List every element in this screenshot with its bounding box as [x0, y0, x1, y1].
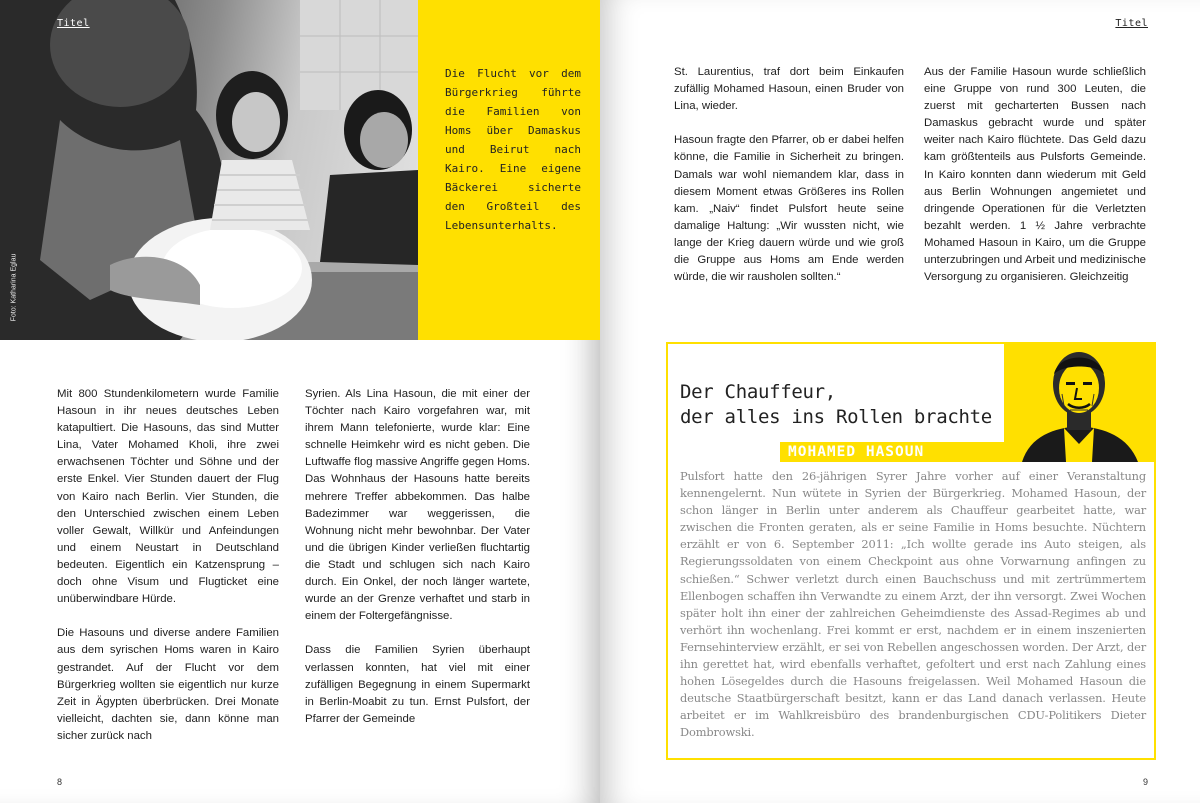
- section-label-right: Titel: [1115, 18, 1148, 29]
- portrait-icon: [1004, 344, 1154, 462]
- photo-illustration: [0, 0, 418, 340]
- left-column-1: [57, 386, 279, 745]
- right-column-1: [674, 64, 904, 286]
- paragraph: Aus der Familie Hasoun wurde schließlich eine Gruppe von rund 300 Leuten, die zuerst mit gecharterten Bussen nach Damaskus gebracht wurde und später weiter nach Kairo flüchtete. Das Geld dazu kam größtenteils aus Pulsforts Gemeinde. In Kairo konnten dann wiederum mit Geld aus Berlin Wohnungen angemietet und dringende Operationen für die Verletzten bezahlt werden. 1 ½ Jahre verbrachte Mohamed Hasoun in Kairo, um die Gruppe unterzubringen und Arbeit und medizinische Versorgung zu organisieren. Gleichzeitig: [924, 66, 1146, 284]
- sidebar-box: [666, 342, 1156, 760]
- paragraph: Die Hasouns und diverse andere Familien aus dem syrischen Homs waren in Kairo gestrandet. Auf der Flucht vor dem Bürgerkrieg wollten sie eigentlich nur kurze Zeit in Ägypten überbrücken. Drei Monate vielleicht, dachten sie, dann könne man sicher zurück nach: [57, 627, 279, 742]
- right-page: [600, 0, 1200, 803]
- page-number-left: 8: [57, 777, 63, 787]
- section-label: Titel: [57, 18, 90, 29]
- left-column-2: [305, 386, 530, 728]
- sidebar-title-line-2: der alles ins Rollen brachte: [680, 406, 992, 428]
- paragraph: Hasoun fragte den Pfarrer, ob er dabei helfen könne, die Familie in Sicherheit zu bringen. Damals war wohl niemandem klar, dass in diesem Moment etwas Größeres ins Rollen kam. „Naiv“ findet Pulsfort heute seine damalige Haltung: „Wir wussten nicht, wie lange der Krieg dauern würde und wie groß die Gruppe aus Homs am Ende werden würde, die wir rausholen sollten.“: [674, 134, 904, 284]
- sidebar-title-line-1: Der Chauffeur,: [680, 381, 836, 403]
- pull-quote: Die Flucht vor dem Bürgerkrieg führte die Familien von Homs über Damaskus und Beirut nach Kairo. Eine eigene Bäckerei sicherte den Großteil des Lebensunterhalts.: [445, 67, 581, 232]
- sidebar-title: [680, 380, 1000, 430]
- paragraph: Mit 800 Stundenkilometern wurde Familie Hasoun in ihr neues deutsches Leben katapultiert. Die Hasouns, das sind Mutter Lina, Vater Mohamed Kholi, ihre zwei erwachsenen Töchter und Söhne und der erste Enkel. Vier Stunden dauert der Flug von Kairo nach Berlin. Vier Stunden, die den Unterschied zwischen einem Leben voller Gewalt, Willkür und Anfeindungen und einem Neustart in Deutschland bedeuten. Eigentlich ein Katzensprung – doch ohne Visum und Flugticket eine unüberwindbare Hürde.: [57, 388, 279, 606]
- sidebar-text: Pulsfort hatte den 26-jährigen Syrer Jahre vorher auf einer Veranstaltung kennengelernt. Nun wütete in Syrien der Bürgerkrieg. Mohamed Hasoun, der schon länger in Berlin unter anderem als Chauffeur gearbeitet hatte, war zwischen die Fronten geraten, als er seine Familie in Homs besuchte. Nüchtern erzählt er von 6. September 2011: „Ich wollte gerade ins Auto steigen, als Regierungssoldaten von einem Checkpoint aus ohne Vorwarnung anfingen zu schießen.“ Schwer verletzt durch einen Bauchschuss und mit zertrümmertem Ellenbogen schaffen ihn Verwandte zu einem Arzt, der ihn versorgt. Zwei Wochen später holt ihn einer der zahlreichen Geheimdienste des Assad-Regimes ab und verhört ihn wochenlang. Frei kommt er erst, nachdem er in einem inszenierten Fernsehinterview erzählt, er sei von Rebellen angeschossen worden. Der Arzt, der ihn gerettet hat, wird ebenfalls verhaftet, gefoltert und erst nach Zahlung eines hohen Lösegeldes durch die Hasouns freigelassen. Weil Mohamed Hasoun die deutsche Staatbürgerschaft besitzt, kann er das Land danach verlassen. Heute arbeitet er im Wahlkreisbüro des brandenburgischen CDU-Politikers Dieter Dombrowski.: [680, 469, 1146, 740]
- photo-credit: Foto: Katharina Eglau: [10, 253, 18, 322]
- sidebar-name-bar: [780, 442, 1006, 462]
- right-column-2: [924, 64, 1146, 286]
- sidebar-header: [668, 344, 1006, 462]
- page-number-right: 9: [1142, 777, 1148, 787]
- paragraph: Syrien. Als Lina Hasoun, die mit einer der Töchter nach Kairo vorgefahren war, mit ihrem Mann telefonierte, wurde klar: Eine schnelle Heimkehr wird es nicht geben. Die Luftwaffe flog massive Angriffe gegen Homs. Das Wohnhaus der Hasouns hatte bereits mehrere Treffer abbekommen. Das halbe Badezimmer war weggerissen, die Wohnung nicht mehr bewohnbar. Der Vater und die übrigen Kinder verließen fluchtartig die Stadt und schlugen sich nach Kairo durch. Ein Onkel, der noch länger wartete, wurde an der Grenze verhaftet und starb in einem der Foltergefängnisse.: [305, 388, 530, 623]
- article-photo: [0, 0, 418, 340]
- pull-quote-box: [418, 0, 600, 340]
- portrait-illustration: [1004, 344, 1154, 462]
- paragraph: St. Laurentius, traf dort beim Einkaufen zufällig Mohamed Hasoun, einen Bruder von Lina, wieder.: [674, 66, 904, 113]
- sidebar-name: MOHAMED HASOUN: [788, 444, 925, 460]
- paragraph: Dass die Familien Syrien überhaupt verlassen konnten, hat viel mit einer zufälligen Begegnung in einem Supermarkt in Berlin-Moabit zu tun. Ernst Pulsfort, der Pfarrer der Gemeinde: [305, 644, 530, 725]
